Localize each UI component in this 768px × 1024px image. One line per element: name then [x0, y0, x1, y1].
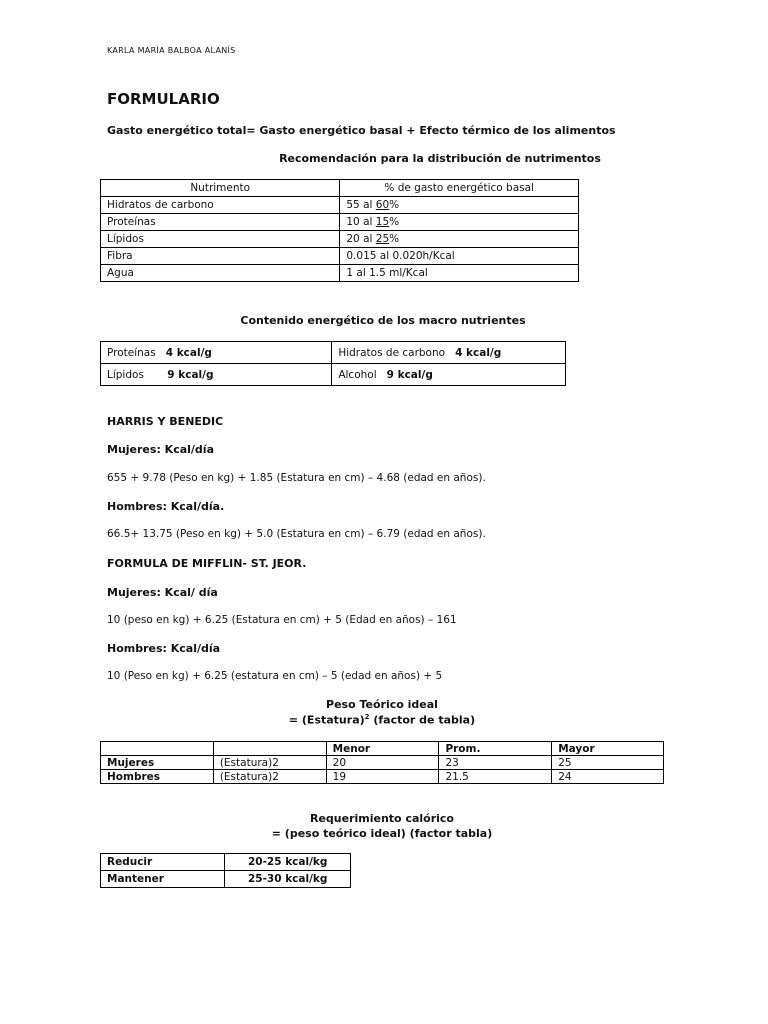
- harris-heading: HARRIS Y BENEDIC: [107, 415, 224, 428]
- harris-hombres-label: Hombres: Kcal/día.: [107, 500, 225, 513]
- nutrimento-cell: Fibra: [101, 248, 340, 265]
- macro-cell: Lípidos 9 kcal/g: [101, 364, 332, 386]
- nutrimento-cell: Lípidos: [101, 231, 340, 248]
- author-name: KARLA MARÍA BALBOA ALANÍS: [107, 46, 236, 55]
- peso-heading: Peso Teórico ideal: [326, 698, 438, 711]
- formula-cell: (Estatura)2: [213, 770, 326, 784]
- contenido-heading: Contenido energético de los macro nutrientes: [240, 314, 526, 327]
- nutrimento-cell: Agua: [101, 265, 340, 282]
- column-header: [213, 742, 326, 756]
- value-cell: 21.5: [439, 770, 552, 784]
- table-header-row: [101, 180, 579, 197]
- macro-cell: Hidratos de carbono 4 kcal/g: [332, 342, 566, 364]
- table-row: [101, 364, 566, 386]
- peso-formula: = (Estatura)$^2$ (factor de tabla): [288, 713, 476, 727]
- mifflin-mujeres-formula: 10 (peso en kg) + 6.25 (Estatura en cm) + 5 (Edad en años) – 161: [107, 614, 457, 626]
- percent-cell: 10 al 15%: [340, 214, 579, 231]
- mifflin-hombres-formula: 10 (Peso en kg) + 6.25 (estatura en cm) – 5 (edad en años) + 5: [107, 670, 443, 682]
- column-header: Menor: [326, 742, 439, 756]
- sex-cell: Hombres: [101, 770, 214, 784]
- table-row: [101, 197, 579, 214]
- table-row: [101, 854, 351, 871]
- macro-cell: Proteínas 4 kcal/g: [101, 342, 332, 364]
- kcal-cell: 20-25 kcal/kg: [225, 854, 351, 871]
- macronutrientes-table: [100, 341, 566, 386]
- nutrimento-cell: Proteínas: [101, 214, 340, 231]
- value-cell: 24: [552, 770, 664, 784]
- mifflin-hombres-label: Hombres: Kcal/día: [107, 642, 221, 655]
- gasto-total-formula: Gasto energético total= Gasto energético basal + Efecto térmico de los alimentos: [107, 124, 616, 137]
- page-title: FORMULARIO: [107, 90, 220, 108]
- harris-mujeres-formula: 655 + 9.78 (Peso en kg) + 1.85 (Estatura en cm) – 4.68 (edad en años).: [107, 472, 486, 484]
- table-header-row: [101, 742, 664, 756]
- table-row: [101, 248, 579, 265]
- mifflin-mujeres-label: Mujeres: Kcal/ día: [107, 586, 218, 599]
- table-row: [101, 231, 579, 248]
- percent-cell: 1 al 1.5 ml/Kcal: [340, 265, 579, 282]
- sex-cell: Mujeres: [101, 756, 214, 770]
- percent-cell: 20 al 25%: [340, 231, 579, 248]
- table-row: [101, 770, 664, 784]
- recomendacion-heading: Recomendación para la distribución de nutrimentos: [279, 152, 601, 165]
- column-header: Mayor: [552, 742, 664, 756]
- value-cell: 23: [439, 756, 552, 770]
- table-row: [101, 265, 579, 282]
- table-row: [101, 214, 579, 231]
- mifflin-heading: FORMULA DE MIFFLIN- ST. JEOR.: [107, 557, 307, 570]
- value-cell: 19: [326, 770, 439, 784]
- formula-cell: (Estatura)2: [213, 756, 326, 770]
- column-header: % de gasto energético basal: [340, 180, 579, 197]
- percent-cell: 55 al 60%: [340, 197, 579, 214]
- macro-cell: Alcohol 9 kcal/g: [332, 364, 566, 386]
- table-row: [101, 756, 664, 770]
- column-header: Nutrimento: [101, 180, 340, 197]
- percent-cell: 0.015 al 0.020h/Kcal: [340, 248, 579, 265]
- goal-cell: Reducir: [101, 854, 225, 871]
- requerimiento-table: [100, 853, 351, 888]
- value-cell: 20: [326, 756, 439, 770]
- requerimiento-formula: = (peso teórico ideal) (factor tabla): [271, 827, 493, 840]
- requerimiento-heading: Requerimiento calórico: [309, 812, 454, 825]
- table-row: [101, 871, 351, 888]
- peso-table: [100, 741, 664, 784]
- table-row: [101, 342, 566, 364]
- column-header: Prom.: [439, 742, 552, 756]
- nutrimentos-table: [100, 179, 579, 282]
- goal-cell: Mantener: [101, 871, 225, 888]
- kcal-cell: 25-30 kcal/kg: [225, 871, 351, 888]
- nutrimento-cell: Hidratos de carbono: [101, 197, 340, 214]
- value-cell: 25: [552, 756, 664, 770]
- harris-mujeres-label: Mujeres: Kcal/día: [107, 443, 214, 456]
- harris-hombres-formula: 66.5+ 13.75 (Peso en kg) + 5.0 (Estatura en cm) – 6.79 (edad en años).: [107, 528, 486, 540]
- column-header: [101, 742, 214, 756]
